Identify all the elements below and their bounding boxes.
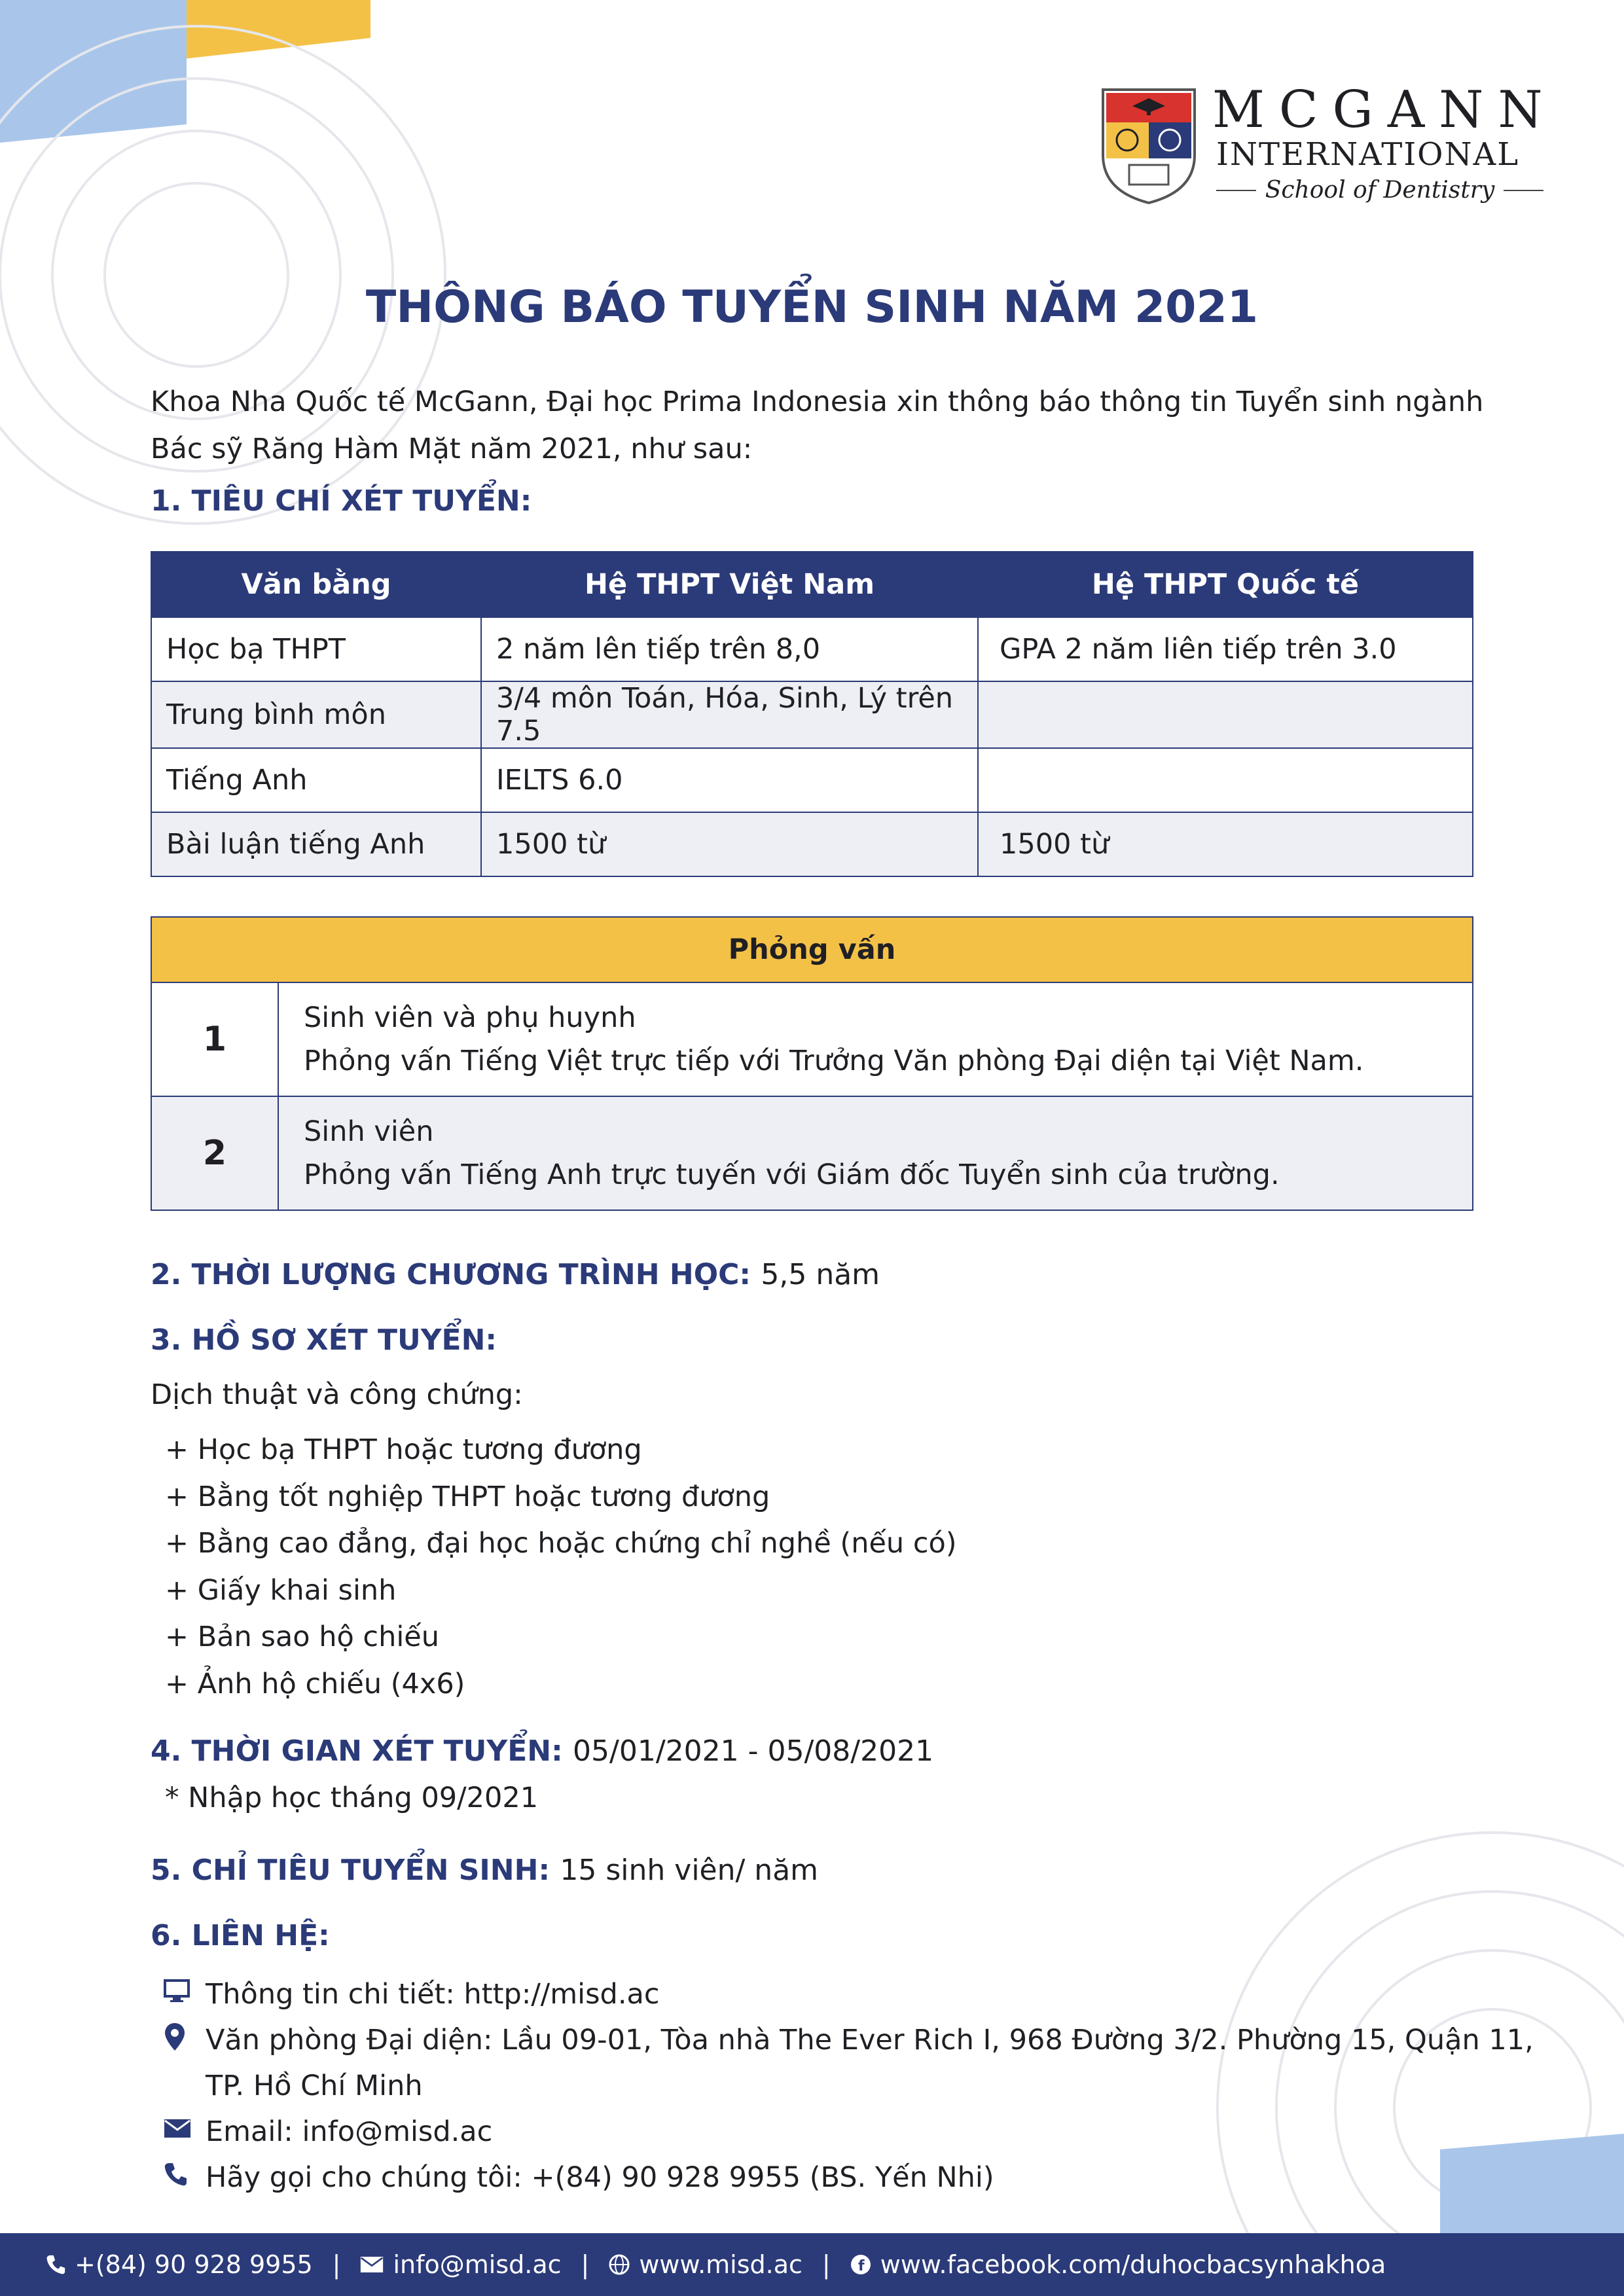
interview-description [278,1096,1473,1210]
footer-phone-text: +(84) 90 928 9955 [75,2250,313,2279]
address-line: TP. Hồ Chí Minh [206,2070,423,2102]
table-cell: 3/4 môn Toán, Hóa, Sinh, Lý trên 7.5 [481,681,978,748]
section-2 [151,1258,880,1291]
page-title: THÔNG BÁO TUYỂN SINH NĂM 2021 [365,281,1259,333]
section-4-note: * Nhập học tháng 09/2021 [165,1782,539,1814]
section-3-intro: Dịch thuật và công chứng: [151,1378,523,1411]
interview-description [278,982,1473,1096]
table-cell [978,748,1473,812]
monitor-icon [164,1971,196,2011]
list-item: + Ảnh hộ chiếu (4x6) [165,1667,465,1700]
globe-icon [609,2254,630,2275]
criteria-col-header: Hệ THPT Việt Nam [481,552,978,617]
criteria-table [151,551,1473,877]
footer-separator: | [332,2250,341,2279]
section-3-heading: 3. HỒ SƠ XÉT TUYỂN: [151,1323,497,1357]
table-cell: 2 năm lên tiếp trên 8,0 [481,617,978,681]
footer-phone[interactable] [46,2250,313,2279]
contact-website [164,1971,659,2017]
list-item: + Bằng cao đẳng, đại học hoặc chứng chỉ nghề (nếu có) [165,1527,957,1560]
table-cell [978,681,1473,748]
brand-subtitle: INTERNATIONAL [1216,136,1520,173]
table-cell: Học bạ THPT [151,617,481,681]
interview-number: 2 [151,1096,278,1210]
criteria-col-header: Văn bằng [151,552,481,617]
footer-email[interactable] [360,2250,561,2279]
envelope-icon [360,2256,384,2273]
section-5-value: 15 sinh viên/ năm [560,1854,819,1887]
table-cell: Bài luận tiếng Anh [151,812,481,876]
address-line: Văn phòng Đại diện: Lầu 09-01, Tòa nhà The Ever Rich I, 968 Đường 3/2. Phường 15, Quận 11, [206,2024,1534,2056]
interview-table [151,916,1473,1211]
tagline-rule-left [1216,190,1256,191]
contact-address [164,2017,1534,2109]
contact-phone-text: Hãy gọi cho chúng tôi: +(84) 90 928 9955 (BS. Yến Nhi) [206,2161,994,2194]
tagline-text: School of Dentistry [1265,177,1495,204]
interview-line: Phỏng vấn Tiếng Anh trực tuyến với Giám đốc Tuyển sinh của trường. [304,1158,1280,1191]
document-list [165,1427,957,1708]
contact-phone [164,2155,994,2200]
svg-text:f: f [857,2258,865,2274]
section-5-heading: 5. CHỈ TIÊU TUYỂN SINH: [151,1854,550,1887]
facebook-icon [850,2254,871,2275]
table-cell: GPA 2 năm liên tiếp trên 3.0 [978,617,1473,681]
tagline-rule-right [1504,190,1543,191]
brand-tagline [1216,177,1543,204]
interview-number: 1 [151,982,278,1096]
table-cell: 1500 từ [978,812,1473,876]
table-cell: IELTS 6.0 [481,748,978,812]
criteria-col-header: Hệ THPT Quốc tế [978,552,1473,617]
contact-website-text: Thông tin chi tiết: http://misd.ac [206,1978,660,2011]
contact-email-text: Email: info@misd.ac [206,2115,493,2148]
section-4 [151,1734,933,1768]
table-row [151,617,1473,681]
section-1-heading: 1. TIÊU CHÍ XÉT TUYỂN: [151,484,532,518]
interview-line: Sinh viên và phụ huynh [304,1001,636,1034]
section-4-value: 05/01/2021 - 05/08/2021 [573,1734,934,1768]
intro-paragraph: Khoa Nha Quốc tế McGann, Đại học Prima Indonesia xin thông báo thông tin Tuyển sinh ngành Bác sỹ Răng Hàm Mặt năm 2021, như sau: [151,386,1484,465]
table-row [151,982,1473,1096]
interview-line: Phỏng vấn Tiếng Việt trực tiếp với Trưởng Văn phòng Đại diện tại Việt Nam. [304,1045,1364,1077]
table-cell: Tiếng Anh [151,748,481,812]
contact-email [164,2109,492,2155]
contact-address-text [206,2017,1534,2109]
footer-separator: | [821,2250,831,2279]
footer-email-text: info@misd.ac [393,2250,562,2279]
list-item: + Học bạ THPT hoặc tương đương [165,1433,642,1466]
section-2-value: 5,5 năm [761,1258,880,1291]
footer-bar [0,2233,1624,2296]
school-logo [1100,81,1557,208]
list-item: + Bản sao hộ chiếu [165,1621,439,1653]
interview-table-header [151,917,1473,982]
list-item: + Giấy khai sinh [165,1573,397,1607]
table-row [151,1096,1473,1210]
footer-separator: | [581,2250,590,2279]
table-row [151,681,1473,748]
table-row [151,812,1473,876]
list-item: + Bằng tốt nghiệp THPT hoặc tương đương [165,1480,770,1513]
footer-web-text: www.misd.ac [639,2250,803,2279]
section-5 [151,1854,818,1887]
footer-web[interactable] [609,2250,803,2279]
phone-icon [46,2254,65,2275]
phone-icon [164,2155,196,2194]
shield-crest-icon [1100,86,1198,204]
table-row [151,748,1473,812]
table-cell: Trung bình môn [151,681,481,748]
interview-header: Phỏng vấn [151,917,1473,982]
envelope-icon [164,2109,196,2148]
location-pin-icon [164,2017,196,2056]
criteria-table-header [151,552,1473,617]
interview-line: Sinh viên [304,1115,434,1148]
brand-name: MCGANN [1212,81,1557,139]
footer-facebook-text: www.facebook.com/duhocbacsynhakhoa [880,2250,1386,2279]
footer-facebook[interactable] [850,2250,1386,2279]
table-cell: 1500 từ [481,812,978,876]
section-4-heading: 4. THỜI GIAN XÉT TUYỂN: [151,1734,563,1768]
section-6-heading: 6. LIÊN HỆ: [151,1919,330,1952]
section-2-heading: 2. THỜI LƯỢNG CHƯƠNG TRÌNH HỌC: [151,1258,751,1291]
